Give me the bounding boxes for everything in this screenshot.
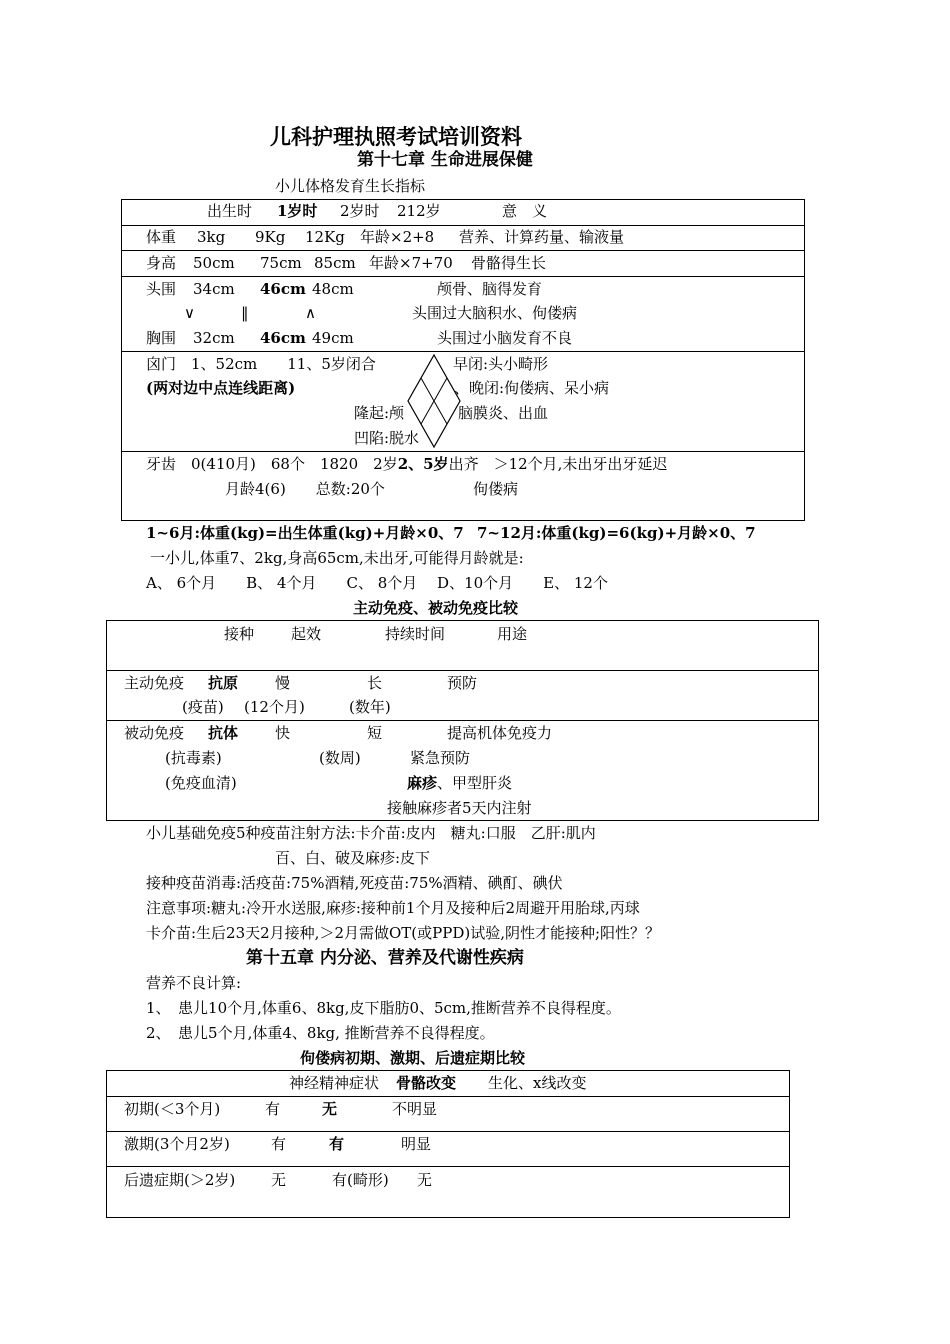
head-small-meaning: 头围过小脑发育不良 — [437, 329, 573, 347]
vaccine-route-line-1: 小儿基础免疫5种疫苗注射方法:卡介苗:皮内 糖丸:口服 乙肝:肌内 — [146, 824, 596, 842]
height-formula: 年龄×7+70 — [369, 254, 453, 272]
table-divider — [121, 225, 805, 226]
height-birth: 50cm — [193, 254, 235, 272]
growth-header-1y: 1岁时 — [277, 202, 318, 220]
active-immunity-agent: 抗原 — [208, 674, 239, 692]
active-immunity-use: 预防 — [447, 674, 478, 692]
hepatitis-label: 、甲型肝炎 — [437, 774, 513, 792]
passive-immunity-duration: 短 — [367, 724, 383, 742]
growth-table-caption: 小儿体格发育生长指标 — [275, 177, 426, 195]
weight-1y: 9Kg — [255, 228, 286, 246]
passive-immunity-emergency: 紧急预防 — [410, 749, 471, 767]
passive-immunity-use: 提高机体免疫力 — [447, 724, 553, 742]
weight-formula-7-12: 7~12月:体重(kg)=6(kg)+月龄×0、7 — [477, 524, 756, 542]
weight-formula: 年龄×2+8 — [360, 228, 435, 246]
measles-label: 麻疹 — [407, 774, 438, 792]
head-circ-label: 头围 — [146, 280, 177, 298]
weight-birth: 3kg — [197, 228, 226, 246]
table-divider — [121, 451, 805, 452]
height-1y: 75cm — [260, 254, 302, 272]
compare-less-symbol: ∨ — [184, 304, 195, 322]
malnutrition-question-2: 2、 患儿5个月,体重4、8kg, 推断营养不良得程度。 — [146, 1024, 495, 1042]
weight-label: 体重 — [146, 228, 177, 246]
head-circ-1y: 46cm — [260, 280, 306, 298]
teeth-delay: 出齐 ＞12个月,未出牙出牙延迟 — [448, 455, 668, 473]
rickets-stage-active: 激期(3个月2岁) — [124, 1135, 230, 1153]
malnutrition-question-1: 1、 患儿10个月,体重6、8kg,皮下脂肪0、5cm,推断营养不良得程度。 — [146, 999, 621, 1017]
table-divider — [106, 1166, 790, 1167]
head-circ-2y: 48cm — [312, 280, 354, 298]
weight-2y: 12Kg — [305, 228, 345, 246]
passive-immunity-duration-time: (数周) — [319, 749, 361, 767]
height-2y: 85cm — [314, 254, 356, 272]
rickets-header-bone: 骨骼改变 — [396, 1074, 457, 1092]
compare-greater-symbol: ∧ — [305, 304, 316, 322]
table-divider — [106, 1096, 790, 1097]
immunity-header-duration: 持续时间 — [385, 625, 446, 643]
rickets-table-title: 佝偻病初期、激期、后遗症期比较 — [300, 1049, 526, 1067]
vaccine-route-line-2: 百、白、破及麻疹:皮下 — [275, 849, 431, 867]
table-divider — [121, 351, 805, 352]
weight-meaning: 营养、计算药量、输液量 — [459, 228, 625, 246]
malnutrition-calc-label: 营养不良计算: — [146, 974, 242, 992]
head-circ-meaning: 颅骨、脑得发育 — [437, 280, 543, 298]
rickets-active-bone: 有 — [329, 1135, 345, 1153]
rickets-stage-sequelae: 后遗症期(＞2岁) — [124, 1171, 236, 1189]
bcg-note: 卡介苗:生后23天2月接种,＞2月需做OT(或PPD)试验,阴性才能接种;阳性？？ — [146, 924, 661, 942]
weight-formula-1-6: 1~6月:体重(kg)=出生体重(kg)+月龄×0、7 — [146, 524, 464, 542]
rickets-header-biochem: 生化、x线改变 — [488, 1074, 587, 1092]
compare-equal-symbol: ‖ — [241, 304, 249, 322]
immunity-header-use: 用途 — [497, 625, 528, 643]
immunity-table-title: 主动免疫、被动免疫比较 — [353, 599, 519, 617]
fontanel-diamond-diagram — [406, 353, 462, 449]
head-large-meaning: 头围过大脑积水、佝偻病 — [412, 304, 578, 322]
growth-header-2y: 2岁时 — [340, 202, 380, 220]
height-label: 身高 — [146, 254, 177, 272]
rickets-stage-early: 初期(＜3个月) — [124, 1100, 221, 1118]
chest-circ-label: 胸围 — [146, 329, 177, 347]
vaccine-disinfection: 接种疫苗消毒:活疫苗:75%酒精,死疫苗:75%酒精、碘酊、碘伏 — [146, 874, 563, 892]
passive-immunity-onset: 快 — [275, 724, 291, 742]
height-meaning: 骨骼得生长 — [471, 254, 547, 272]
passive-immunity-agent: 抗体 — [208, 724, 239, 742]
vaccine-precautions: 注意事项:糖丸:冷开水送服,麻疹:接种前1个月及接种后2周避开用胎球,丙球 — [146, 899, 640, 917]
practice-question: 一小儿,体重7、2kg,身高65cm,未出牙,可能得月龄就是: — [150, 549, 524, 567]
fontanel-early-close: 早闭:头小畸形 — [453, 355, 549, 373]
chest-circ-2y: 49cm — [312, 329, 354, 347]
fontanel-sunken: 凹陷:脱水 — [354, 429, 420, 447]
teeth-line-1 — [146, 457, 667, 472]
fontanel-late-close: 、晚闭:佝偻病、呆小病 — [454, 379, 610, 397]
document-title: 儿科护理执照考试培训资料 — [270, 124, 522, 149]
teeth-complete-age: 2、5岁 — [397, 455, 449, 473]
active-immunity-duration-time: (数年) — [349, 698, 391, 716]
rickets-active-biochem: 明显 — [401, 1135, 432, 1153]
rickets-header-neuro: 神经精神症状 — [289, 1074, 380, 1092]
growth-header-meaning: 意 义 — [502, 202, 548, 220]
practice-options: A、 6个月 B、 4个月 C、 8个月 D、10个月 E、 12个 — [146, 574, 608, 592]
passive-immunity-antitoxin: (抗毒素) — [165, 749, 222, 767]
chapter-15-heading: 第十五章 内分泌、营养及代谢性疾病 — [246, 948, 524, 968]
rickets-early-biochem: 不明显 — [392, 1100, 438, 1118]
growth-header-birth: 出生时 — [207, 202, 253, 220]
passive-immunity-serum: (免疫血清) — [165, 774, 237, 792]
immunity-header-agent: 接种 — [224, 625, 255, 643]
chest-circ-1y: 46cm — [260, 329, 306, 347]
passive-immunity-contact-note: 接触麻疹者5天内注射 — [387, 799, 532, 817]
rickets-sequelae-bone: 有(畸形) — [332, 1171, 389, 1189]
active-immunity-onset-time: (12个月) — [244, 698, 305, 716]
chapter-17-heading: 第十七章 生命进展保健 — [357, 150, 533, 170]
teeth-eruption: 牙齿 0(410月) 68个 1820 2岁 — [146, 455, 398, 473]
growth-header-212: 212岁 — [397, 202, 441, 220]
table-divider — [121, 276, 805, 277]
teeth-rickets: 佝偻病 — [473, 480, 519, 498]
teeth-count: 月龄4(6) 总数:20个 — [225, 480, 385, 498]
fontanel-size: 囟门 1、52cm 11、5岁闭合 — [146, 355, 376, 373]
fontanel-bulge: 隆起:颅 — [354, 404, 405, 422]
passive-immunity-label: 被动免疫 — [124, 724, 185, 742]
table-divider — [106, 1131, 790, 1132]
rickets-sequelae-biochem: 无 — [417, 1171, 433, 1189]
table-divider — [106, 670, 819, 671]
rickets-sequelae-neuro: 无 — [271, 1171, 287, 1189]
head-circ-birth: 34cm — [193, 280, 235, 298]
immunity-header-onset: 起效 — [291, 625, 322, 643]
fontanel-measure-note: (两对边中点连线距离) — [146, 379, 296, 397]
passive-immunity-diseases — [407, 776, 512, 791]
rickets-early-bone: 无 — [322, 1100, 338, 1118]
active-immunity-duration: 长 — [367, 674, 383, 692]
active-immunity-onset: 慢 — [275, 674, 291, 692]
table-divider — [121, 250, 805, 251]
table-divider — [106, 720, 819, 721]
fontanel-bulge-causes: 脑膜炎、出血 — [458, 404, 549, 422]
rickets-early-neuro: 有 — [265, 1100, 281, 1118]
chest-circ-birth: 32cm — [193, 329, 235, 347]
active-immunity-label: 主动免疫 — [124, 674, 185, 692]
rickets-active-neuro: 有 — [271, 1135, 287, 1153]
active-immunity-vaccine: (疫苗) — [182, 698, 224, 716]
